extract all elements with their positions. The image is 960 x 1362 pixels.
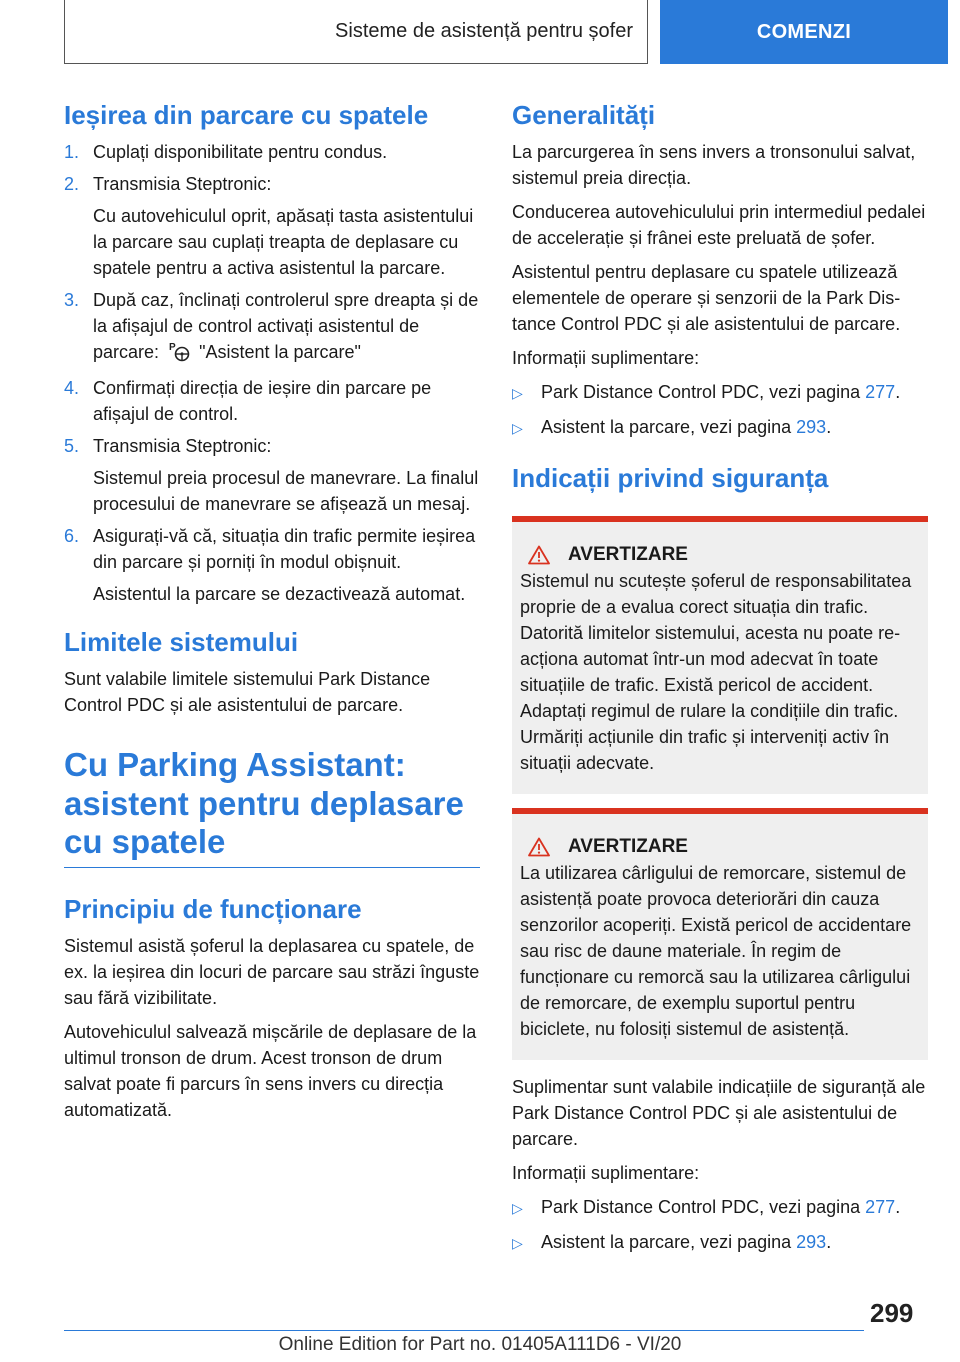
reference-end: . — [895, 1197, 901, 1218]
page-link[interactable]: 277 — [865, 382, 896, 403]
chapter-title: Cu Parking Assistant: asistent pentru deplasare cu spatele — [64, 746, 464, 860]
triangle-bullet-icon: ▷ — [512, 1200, 523, 1217]
warning-triangle-icon — [528, 837, 550, 857]
principle-paragraph-1: Sistemul asistă șoferul la deplasarea cu spatele, de ex. la ieșirea din locuri de parcare sau străzi înguste sau fără vizibilitate. — [64, 936, 480, 1009]
reference-end: . — [826, 417, 832, 438]
section-title: Sisteme de asistență pentru șofer — [335, 20, 633, 42]
edition-footer: Online Edition for Part no. 01405A111D6 - VI/20 — [278, 1334, 682, 1355]
step-number: 3. — [64, 290, 80, 311]
general-paragraph-3: Asistentul pentru deplasare cu spatele utilizează elementele de operare și senzorii de la Park Distance Control PDC și ale asistentului de parcare. — [512, 262, 901, 335]
triangle-bullet-icon: ▷ — [512, 1235, 523, 1252]
triangle-bullet-icon: ▷ — [512, 385, 523, 402]
info-label: Informații suplimentare: — [512, 348, 700, 369]
step-number: 5. — [64, 436, 80, 457]
reference-item — [512, 1194, 928, 1221]
step-number: 4. — [64, 378, 80, 399]
page-link[interactable]: 293 — [796, 1232, 827, 1253]
limits-title: Limitele sistemului — [64, 627, 299, 658]
page-link[interactable]: 293 — [796, 417, 827, 438]
footer-divider — [64, 1330, 864, 1331]
limits-text: Sunt valabile limitele sistemului Park Distance Control PDC și ale asistentului de parcare. — [64, 669, 431, 716]
general-paragraph-1: La parcurgerea în sens invers a tronsonului salvat, sistemul preia direcția. — [512, 142, 916, 189]
step-text: Transmisia Steptronic: — [93, 436, 272, 457]
principle-title: Principiu de funcționare — [64, 894, 362, 925]
step-number: 6. — [64, 526, 80, 547]
reference-text: Park Distance Control PDC, vezi pagina — [541, 382, 866, 403]
step-text: Confirmați direcția de ieșire din parcare pe afișajul de control. — [93, 378, 432, 425]
step-text-after: "Asistent la parcare" — [199, 342, 361, 363]
safety-title: Indicații privind siguranța — [512, 463, 829, 494]
step-number: 2. — [64, 174, 80, 195]
step-text: Cuplați disponibilitate pentru condus. — [93, 142, 388, 163]
warning-title: AVERTIZARE — [568, 836, 688, 858]
reference-text: Asistent la parcare, vezi pagina — [541, 417, 797, 438]
chapter-tab-label: COMENZI — [756, 20, 852, 43]
step-4 — [64, 375, 480, 427]
exit-title: Ieșirea din parcare cu spatele — [64, 100, 429, 130]
warning-text: Sistemul nu scutește șoferul de responsabilitatea proprie de a evalua corect situația din trafic. Datorită limitelor sistemului, acesta nu poate reacționa automat într-un mod adecvat în toate situațiile de trafic. Există pericol de accident. Adaptați regimul de rulare la condițiile din trafic. Urmăriți acțiunile din trafic și interveniți activ în situații adecvate. — [520, 571, 912, 774]
steps-list — [64, 139, 480, 607]
right-column — [512, 100, 928, 1264]
reference-text: Park Distance Control PDC, vezi pagina — [541, 1197, 866, 1218]
step-1 — [64, 139, 480, 165]
parking-assistant-icon — [168, 340, 190, 369]
reference-item — [512, 1229, 928, 1256]
step-5 — [64, 433, 480, 517]
warning-title: AVERTIZARE — [568, 544, 688, 566]
title-divider — [64, 867, 480, 868]
step-subtext: Asistentul la parcare se dezactivează automat. — [93, 584, 466, 605]
general-title: Generalități — [512, 100, 656, 130]
supplementary-text: Suplimentar sunt valabile indicațiile de siguranță ale Park Distance Control PDC și ale asistentului de parcare. — [512, 1077, 926, 1150]
page-link[interactable]: 277 — [865, 1197, 896, 1218]
step-subtext: Sistemul preia procesul de manevrare. La finalul procesului de manevrare se afișează un mesaj. — [93, 468, 479, 515]
page-number: 299 — [870, 1298, 914, 1328]
svg-text:P: P — [169, 342, 176, 354]
reference-item — [512, 379, 928, 406]
step-text: După caz, înclinați controlerul spre dreapta și de la afișajul de control activați asistentul de parcare: — [93, 290, 479, 363]
chapter-tab[interactable] — [660, 0, 948, 64]
reference-end: . — [826, 1232, 832, 1253]
step-number: 1. — [64, 142, 80, 163]
general-paragraph-2: Conducerea autovehiculului prin intermediul pedalei de accelerație și frânei este preluată de șofer. — [512, 202, 926, 249]
running-header — [64, 0, 648, 64]
reference-end: . — [895, 382, 901, 403]
step-2 — [64, 171, 480, 281]
warning-box — [512, 516, 928, 794]
principle-paragraph-2: Autovehiculul salvează mișcările de deplasare de la ultimul tronson de drum. Acest tronson de drum salvat poate fi parcurs în sens invers cu direcția automatizată. — [64, 1022, 477, 1121]
step-text: Transmisia Steptronic: — [93, 174, 272, 195]
triangle-bullet-icon: ▷ — [512, 420, 523, 437]
step-subtext: Cu autovehiculul oprit, apăsați tasta asistentului la parcare sau cuplați treapta de deplasare cu spatele pentru a activa asistentul la parcare. — [93, 206, 474, 279]
warning-text: La utilizarea cârligului de remorcare, sistemul de asistență poate provoca deteriorări din cauza senzorilor acoperiți. Există pericol de accidentare sau risc de daune materiale. În regim de funcționare cu remorcă sau la utilizarea cârligului de remorcare, de exemplu suportul pentru biciclete, nu folosiți sistemul de asistență. — [520, 863, 912, 1040]
warning-triangle-icon — [528, 545, 550, 565]
step-text: Asigurați-vă că, situația din trafic permite ieșirea din parcare și porniți în modul obișnuit. — [93, 526, 476, 573]
info-label-2: Informații suplimentare: — [512, 1163, 700, 1184]
step-3 — [64, 287, 480, 369]
step-6 — [64, 523, 480, 607]
reference-item — [512, 414, 928, 441]
warning-box — [512, 808, 928, 1060]
left-column — [64, 100, 480, 1131]
reference-text: Asistent la parcare, vezi pagina — [541, 1232, 797, 1253]
